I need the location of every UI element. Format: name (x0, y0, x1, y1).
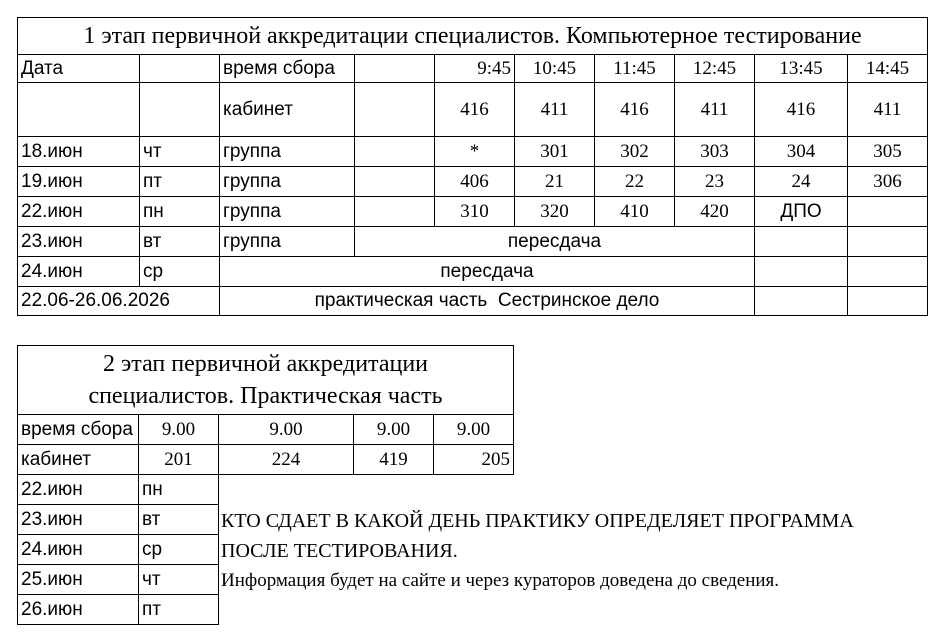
time-slot: 11:45 (595, 55, 675, 83)
row-label: группа (220, 167, 355, 197)
time-slot: 14:45 (848, 55, 928, 83)
empty-cell (140, 83, 220, 137)
empty-cell (355, 137, 435, 167)
day-name: вт (139, 505, 219, 535)
room-number: 201 (139, 445, 219, 475)
group-cell: 302 (595, 137, 675, 167)
room-number: 416 (595, 83, 675, 137)
empty-cell (755, 227, 848, 257)
empty-cell (755, 257, 848, 287)
room-label: кабинет (17, 445, 139, 475)
group-cell: 301 (515, 137, 595, 167)
time-slot: 12:45 (675, 55, 755, 83)
day-date: 24.июн (17, 535, 139, 565)
date-header: Дата (18, 55, 140, 83)
table1-title: 1 этап первичной аккредитации специалистов. Компьютерное тестирование (18, 18, 928, 55)
empty-cell (355, 197, 435, 227)
row-date: 19.июн (18, 167, 140, 197)
empty-cell (848, 227, 928, 257)
day-name: пт (139, 595, 219, 625)
time-slot: 13:45 (755, 55, 848, 83)
group-cell: 22 (595, 167, 675, 197)
group-cell: * (435, 137, 515, 167)
group-cell: 23 (675, 167, 755, 197)
empty-cell (355, 55, 435, 83)
room-number: 416 (755, 83, 848, 137)
table2-title (17, 345, 514, 415)
empty-cell (355, 83, 435, 137)
row-date: 22.июн (18, 197, 140, 227)
room-number: 419 (354, 445, 434, 475)
day-date: 26.июн (17, 595, 139, 625)
row-day: чт (140, 137, 220, 167)
note-line-1: КТО СДАЕТ В КАКОЙ ДЕНЬ ПРАКТИКУ ОПРЕДЕЛЯЕТ ПРОГРАММА (221, 510, 854, 532)
group-cell: 420 (675, 197, 755, 227)
table1 (17, 17, 928, 316)
empty-cell (755, 287, 848, 316)
row-day: ср (140, 257, 220, 287)
group-cell: 306 (848, 167, 928, 197)
table2-title-line2: специалистов. Практическая часть (88, 383, 443, 409)
time-slot: 9.00 (434, 415, 514, 445)
empty-cell (848, 257, 928, 287)
room-number: 205 (434, 445, 514, 475)
time-slot: 9.00 (139, 415, 219, 445)
group-cell (848, 197, 928, 227)
group-cell: 21 (515, 167, 595, 197)
row-date: 18.июн (18, 137, 140, 167)
group-cell: 305 (848, 137, 928, 167)
group-cell: 320 (515, 197, 595, 227)
row-date: 23.июн (18, 227, 140, 257)
retake-cell: пересдача (220, 257, 755, 287)
row-label: группа (220, 227, 355, 257)
empty-cell (18, 83, 140, 137)
time-slot: 9:45 (435, 55, 515, 83)
group-cell: ДПО (755, 197, 848, 227)
row-day: вт (140, 227, 220, 257)
day-date: 22.июн (17, 475, 139, 505)
note-line-2: ПОСЛЕ ТЕСТИРОВАНИЯ. (221, 540, 458, 562)
day-date: 23.июн (17, 505, 139, 535)
room-number: 411 (848, 83, 928, 137)
group-cell: 310 (435, 197, 515, 227)
group-cell: 24 (755, 167, 848, 197)
row-label: группа (220, 137, 355, 167)
note-line-3: Информация будет на сайте и через кураторов доведена до сведения. (221, 570, 780, 591)
time-slot: 9.00 (354, 415, 434, 445)
practice-dates: 22.06-26.06.2026 (18, 287, 220, 316)
row-date: 24.июн (18, 257, 140, 287)
row-day: пт (140, 167, 220, 197)
time-label: время сбора (220, 55, 355, 83)
room-label: кабинет (220, 83, 355, 137)
room-number: 416 (435, 83, 515, 137)
day-name: чт (139, 565, 219, 595)
room-number: 224 (219, 445, 354, 475)
empty-cell (140, 55, 220, 83)
room-number: 411 (515, 83, 595, 137)
table2-title-line1: 2 этап первичной аккредитации (102, 351, 429, 377)
day-name: пн (139, 475, 219, 505)
time-slot: 9.00 (219, 415, 354, 445)
practice-text: практическая часть Сестринское дело (220, 287, 755, 316)
empty-cell (355, 167, 435, 197)
row-day: пн (140, 197, 220, 227)
group-cell: 303 (675, 137, 755, 167)
time-label: время сбора (17, 415, 139, 445)
day-date: 25.июн (17, 565, 139, 595)
row-label: группа (220, 197, 355, 227)
group-cell: 410 (595, 197, 675, 227)
time-slot: 10:45 (515, 55, 595, 83)
day-name: ср (139, 535, 219, 565)
empty-cell (848, 287, 928, 316)
group-cell: 304 (755, 137, 848, 167)
room-number: 411 (675, 83, 755, 137)
retake-cell: пересдача (355, 227, 755, 257)
group-cell: 406 (435, 167, 515, 197)
